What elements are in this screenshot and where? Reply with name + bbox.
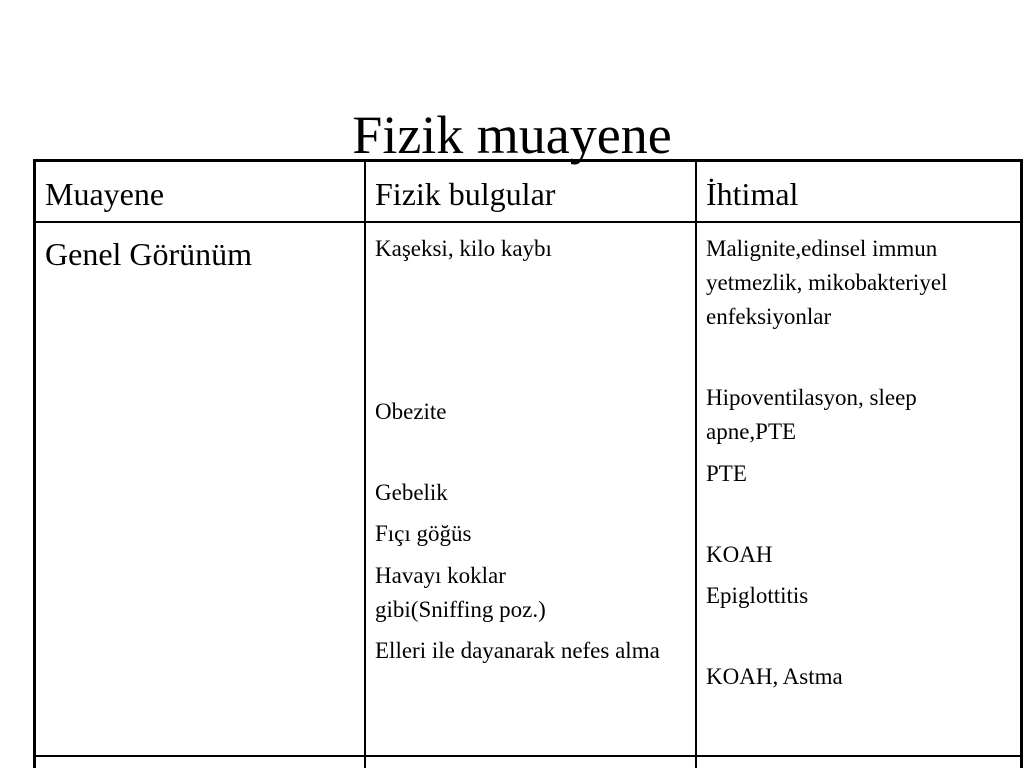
header-ihtimal: İhtimal <box>706 176 799 212</box>
finding-item: Elleri ile dayanarak nefes alma <box>375 638 660 663</box>
findings-table <box>33 159 1023 768</box>
finding-item: Obezite <box>375 399 447 424</box>
possibility-item: KOAH, Astma <box>706 664 843 689</box>
finding-item: Gebelik <box>375 480 448 505</box>
finding-item: Kaşeksi, kilo kaybı <box>375 236 552 261</box>
header-muayene: Muayene <box>45 176 165 212</box>
column-divider <box>695 162 697 768</box>
possibility-item: Epiglottitis <box>706 583 809 608</box>
possibility-item: Malignite,edinsel immun yetmezlik, mikobakteriyel enfeksiyonlar <box>706 236 948 329</box>
possibility-item: PTE <box>706 461 747 486</box>
possibility-item: Hipoventilasyon, sleep apne,PTE <box>706 385 917 444</box>
slide-title: Fizik muayene <box>352 105 672 165</box>
row-divider <box>36 755 1020 757</box>
header-fizik-bulgular: Fizik bulgular <box>375 176 556 212</box>
cell-genel-gorunum: Genel Görünüm <box>45 236 253 272</box>
finding-item: Fıçı göğüs <box>375 521 472 546</box>
possibility-item: KOAH <box>706 542 773 567</box>
findings-column <box>375 162 685 755</box>
possibilities-column <box>706 162 1016 755</box>
finding-item: Havayı koklar gibi(Sniffing poz.) <box>375 563 546 622</box>
column-divider <box>364 162 366 768</box>
